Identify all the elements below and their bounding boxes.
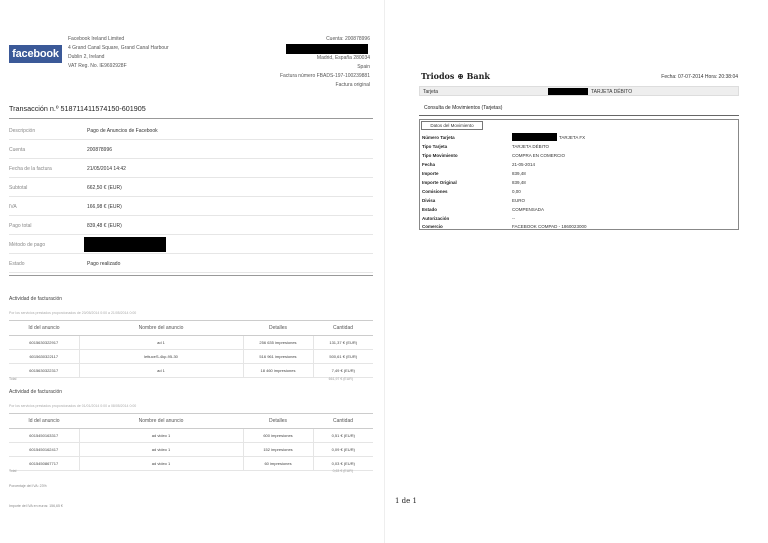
field-value: 662,50 € (EUR) xyxy=(87,185,122,191)
detail-label: Número Tarjeta xyxy=(422,134,455,140)
redacted-card-number xyxy=(512,133,557,141)
redacted-payment-method xyxy=(84,237,166,252)
page-counter: 1 de 1 xyxy=(395,497,417,505)
detail-label: Tipo Tarjeta xyxy=(422,143,448,149)
company-line: 4 Grand Canal Square, Grand Canal Harbour xyxy=(68,45,169,51)
column-header: Id del anuncio xyxy=(9,321,79,336)
column-header: Detalles xyxy=(243,321,313,336)
field-label: Cuenta xyxy=(9,147,26,153)
detail-row xyxy=(422,205,738,214)
table-total xyxy=(9,377,373,381)
consulta-title: Consulta de Movimientos (Tarjetas) xyxy=(424,105,503,111)
table-cell: ad video 1 xyxy=(79,457,243,471)
activity-title: Actividad de facturación xyxy=(9,296,63,302)
field-row xyxy=(9,159,373,178)
table-row xyxy=(9,336,373,350)
field-value: 21/05/2014 14:42 xyxy=(87,166,126,172)
field-value: 166,98 € (EUR) xyxy=(87,204,122,210)
address-line: Madrid, España 280034 xyxy=(316,55,370,61)
table-cell: 6015630322317 xyxy=(9,364,79,378)
divider xyxy=(419,115,739,116)
detail-row xyxy=(422,178,738,187)
table-cell: 600 impresiones xyxy=(243,429,313,443)
detail-value: COMPENSADA xyxy=(512,206,545,212)
redacted-address xyxy=(286,44,368,54)
field-label: Pago total xyxy=(9,223,32,229)
table-cell: 516 961 impresiones xyxy=(243,350,313,364)
field-label: Fecha de la factura xyxy=(9,166,52,172)
column-header: Cantidad xyxy=(313,414,373,429)
detail-row xyxy=(422,142,738,151)
card-label: Tarjeta xyxy=(423,88,439,95)
column-header: Cantidad xyxy=(313,321,373,336)
detail-value: 0,00 xyxy=(512,188,521,194)
field-row xyxy=(9,178,373,197)
detail-row xyxy=(422,133,738,142)
table-row xyxy=(9,443,373,457)
field-row xyxy=(9,235,373,254)
column-header: Id del anuncio xyxy=(9,414,79,429)
triodos-statement-page xyxy=(384,0,768,543)
detail-row xyxy=(422,160,738,169)
total-amount: 661,97 € (EUR) xyxy=(328,377,353,381)
table-cell: 7,49 € (EUR) xyxy=(313,364,373,378)
billing-table xyxy=(9,320,373,378)
column-header: Detalles xyxy=(243,414,313,429)
detail-value: TARJETA FX xyxy=(559,134,586,140)
company-line: Facebook Ireland Limited xyxy=(68,36,125,42)
redacted-card-number xyxy=(548,88,588,95)
total-amount: 0,63 € (EUR) xyxy=(332,469,353,473)
field-label: Estado xyxy=(9,261,25,267)
field-row xyxy=(9,254,373,273)
detail-value: 839,48 xyxy=(512,179,526,185)
detail-row xyxy=(422,222,738,231)
table-row xyxy=(9,350,373,364)
table-cell: 0,03 € (EUR) xyxy=(313,457,373,471)
table-cell: 256 635 impresiones xyxy=(243,336,313,350)
detail-row xyxy=(422,196,738,205)
field-value: Pago realizado xyxy=(87,261,121,267)
detail-label: Divisa xyxy=(422,197,436,203)
detail-value: -- xyxy=(512,215,515,221)
activity-period: Por los servicios prestados proporcionados de 20/05/2014 0:00 a 21/05/2014 0:00 xyxy=(9,311,137,315)
table-row xyxy=(9,364,373,378)
table-cell: 152 impresiones xyxy=(243,443,313,457)
field-value: Pago de Anuncios de Facebook xyxy=(87,128,158,134)
detail-label: Importe xyxy=(422,170,439,176)
detail-value: COMPRA EN COMERCIO xyxy=(512,152,566,158)
billing-table xyxy=(9,413,373,471)
field-label: Subtotal xyxy=(9,185,28,191)
activity-period: Por los servicios prestados proporcionados de 01/01/2014 0:00 a 08/05/2014 0:00 xyxy=(9,404,137,408)
table-row xyxy=(9,429,373,443)
table-cell: 0,09 € (EUR) xyxy=(313,443,373,457)
table-cell: ad 1 xyxy=(79,336,243,350)
detail-label: Fecha xyxy=(422,161,436,167)
table-cell: 18 460 impresiones xyxy=(243,364,313,378)
triodos-logo: Triodos ⊕ Bank xyxy=(421,71,490,81)
statement-date: Fecha: 07-07-2014 Hora: 20:38:04 xyxy=(661,74,738,80)
column-header: Nombre del anuncio xyxy=(79,414,243,429)
table-cell: 131,37 € (EUR) xyxy=(313,336,373,350)
tab-movement-data[interactable]: Datos del Movimiento xyxy=(421,121,483,130)
detail-label: Tipo Movimiento xyxy=(422,152,458,158)
table-cell: 6015450162417 xyxy=(9,443,79,457)
field-label: IVA xyxy=(9,204,17,210)
card-selector xyxy=(419,86,739,96)
table-cell: lettuceS-4kp-95-30 xyxy=(79,350,243,364)
detail-label: Estado xyxy=(422,206,438,212)
address-line: Spain xyxy=(357,64,370,70)
divider xyxy=(9,118,373,119)
field-value: 839,48 € (EUR) xyxy=(87,223,122,229)
detail-label: Importe Original xyxy=(422,179,457,185)
company-address xyxy=(68,35,169,71)
table-cell: 60 impresiones xyxy=(243,457,313,471)
detail-label: Comercio xyxy=(422,223,443,229)
movement-details-box xyxy=(419,119,739,230)
table-cell: 6015450867717 xyxy=(9,457,79,471)
column-header: Nombre del anuncio xyxy=(79,321,243,336)
field-label: Descripción xyxy=(9,128,36,134)
total-label: Total xyxy=(9,469,17,473)
invoice-type: Factura original xyxy=(335,82,370,88)
facebook-logo: facebook xyxy=(9,45,62,63)
company-line: Dublin 2, Ireland xyxy=(68,54,105,60)
table-cell: 6015630322117 xyxy=(9,350,79,364)
transaction-title: Transacción n.º 518711411574150-601905 xyxy=(9,104,146,113)
detail-label: Autorización xyxy=(422,215,450,221)
table-cell: 6015630322917 xyxy=(9,336,79,350)
activity-title: Actividad de facturación xyxy=(9,389,63,395)
account-number: Cuenta: 200878996 xyxy=(326,36,370,42)
table-cell: 6015450163317 xyxy=(9,429,79,443)
detail-value: 21-05-2014 xyxy=(512,161,536,167)
field-row xyxy=(9,140,373,159)
vat-percentage: Porcentaje del IVA: 23% xyxy=(9,484,47,488)
table-cell: ad video 1 xyxy=(79,443,243,457)
field-row xyxy=(9,216,373,235)
table-cell: ad video 1 xyxy=(79,429,243,443)
field-row xyxy=(9,197,373,216)
detail-row xyxy=(422,169,738,178)
table-cell: 500,61 € (EUR) xyxy=(313,350,373,364)
table-header-row xyxy=(9,321,373,336)
divider xyxy=(9,275,373,276)
table-total xyxy=(9,469,373,473)
detail-value: 839,48 xyxy=(512,170,526,176)
table-cell: ad 1 xyxy=(79,364,243,378)
field-value: 200878996 xyxy=(87,147,113,153)
company-line: VAT Reg. No. IE9692928F xyxy=(68,63,127,69)
field-label: Método de pago xyxy=(9,242,46,248)
vat-amount: Importe del IVA en euros: 156,65 € xyxy=(9,504,63,508)
detail-row xyxy=(422,187,738,196)
invoice-number: Factura número FBADS-197-100239881 xyxy=(279,73,370,79)
detail-value: EURO xyxy=(512,197,526,203)
detail-value: TARJETA DÉBITO xyxy=(512,143,550,149)
total-label: Total xyxy=(9,377,17,381)
table-cell: 0,51 € (EUR) xyxy=(313,429,373,443)
field-row xyxy=(9,121,373,140)
card-type: TARJETA DÉBITO xyxy=(591,88,633,95)
detail-row xyxy=(422,151,738,160)
detail-value: FACEBOOK COMPAD - 1860023000 xyxy=(512,223,587,229)
table-header-row xyxy=(9,414,373,429)
billing-info xyxy=(230,35,370,90)
detail-label: Comisiones xyxy=(422,188,448,194)
